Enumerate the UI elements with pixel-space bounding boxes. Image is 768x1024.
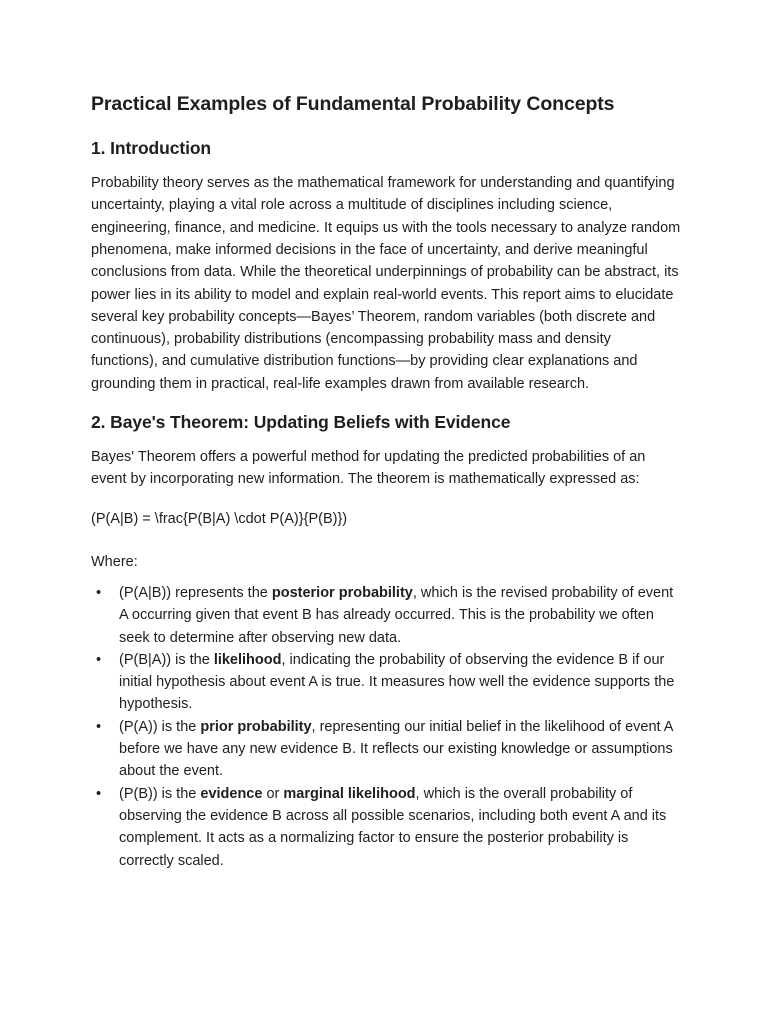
list-item-text: or bbox=[262, 785, 284, 802]
list-item-evidence bbox=[91, 783, 681, 872]
list-item-text: (P(A|B)) represents the bbox=[119, 585, 272, 601]
list-item-text: (P(A)) is the bbox=[119, 718, 201, 735]
bullet-icon: • bbox=[96, 785, 102, 802]
bullet-icon: • bbox=[96, 718, 102, 735]
list-item-text: (P(B|A)) is the bbox=[119, 651, 214, 668]
list-item-prior bbox=[91, 716, 681, 783]
term-evidence: evidence bbox=[200, 785, 263, 802]
list-item-text: , which is the revised probability of event A occurring given that event B has already occurred. This is the probability we often seek to determine after observing new data. bbox=[119, 585, 674, 646]
document-page bbox=[91, 92, 681, 872]
term-prior-probability: prior probability bbox=[200, 718, 312, 735]
section-heading-bayes-theorem: 2. Baye's Theorem: Updating Beliefs with Evidence bbox=[91, 412, 511, 433]
list-item-text: (P(B)) is the bbox=[119, 785, 201, 802]
term-posterior-probability: posterior probability bbox=[271, 585, 413, 601]
document-title: Practical Examples of Fundamental Probability Concepts bbox=[91, 93, 615, 115]
section-heading-introduction: 1. Introduction bbox=[91, 138, 212, 159]
term-marginal-likelihood: marginal likelihood bbox=[283, 785, 416, 802]
list-item-text: , representing our initial belief in the likelihood of event A before we have any new evidence B. It reflects our existing knowledge or assumptions about the event. bbox=[119, 718, 673, 780]
list-item-text: , which is the overall probability of observing the evidence B across all possible scenarios, including both event A and its complement. It acts as a normalizing factor to ensure the posterior probability is correctly scaled. bbox=[119, 785, 667, 869]
list-item-posterior bbox=[91, 582, 681, 649]
definitions-list bbox=[91, 582, 681, 872]
bayes-formula: (P(A|B) = \frac{P(B|A) \cdot P(A)}{P(B)}) bbox=[91, 511, 348, 528]
term-likelihood: likelihood bbox=[213, 651, 282, 668]
list-item-text: , indicating the probability of observing the evidence B if our initial hypothesis about event A is true. It measures how well the evidence supports the hypothesis. bbox=[119, 651, 675, 713]
bullet-icon: • bbox=[96, 651, 102, 668]
where-label: Where: bbox=[91, 553, 138, 570]
list-item-likelihood bbox=[91, 649, 681, 716]
bayes-intro-paragraph: Bayes' Theorem offers a powerful method for updating the predicted probabilities of an event by incorporating new information. The theorem is mathematically expressed as: bbox=[91, 448, 646, 488]
introduction-paragraph: Probability theory serves as the mathematical framework for understanding and quantifying uncertainty, playing a vital role across a multitude of disciplines including science, engineering, finance, and medicine. It equips us with the tools necessary to analyze random phenomena, make informed decisions in the face of uncertainty, and derive meaningful conclusions from data. While the theoretical underpinnings of probability can be abstract, its power lies in its ability to model and explain real-world events. This report aims to elucidate several key probability concepts—Bayes’ Theorem, random variables (both discrete and continuous), probability distributions (encompassing probability mass and density functions), and cumulative distribution functions—by providing clear explanations and grounding them in practical, real-life examples drawn from available research. bbox=[91, 175, 681, 392]
bullet-icon: • bbox=[96, 585, 102, 601]
